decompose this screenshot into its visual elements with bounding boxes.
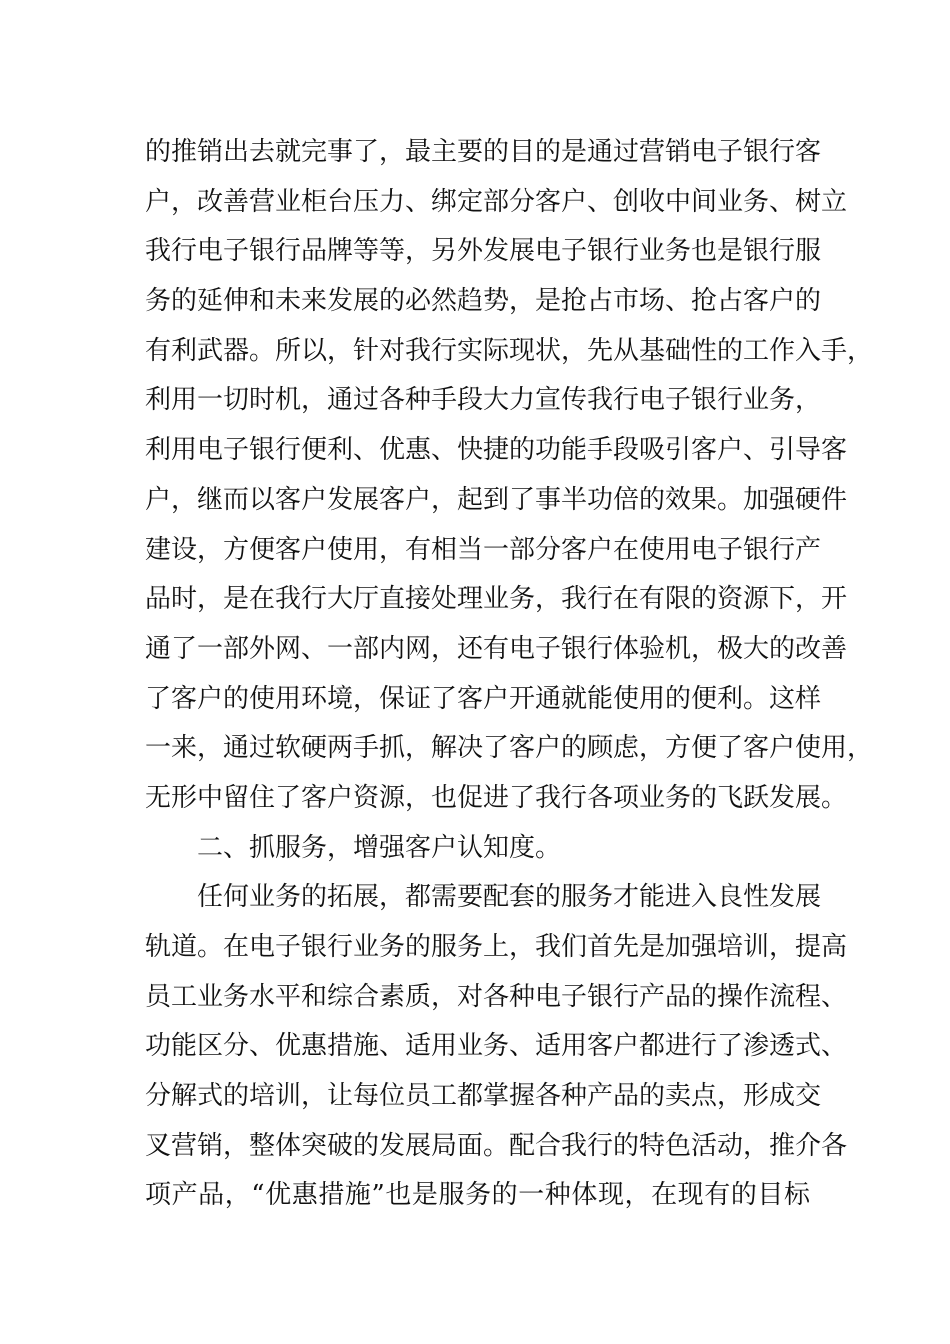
text-line-16: 任何业务的拓展，都需要配套的服务才能进入良性发展 (197, 882, 822, 913)
text-line-9: 建设，方便客户使用，有相当一部分客户在使用电子银行产 (145, 534, 822, 565)
text-line-7: 利用电子银行便利、优惠、快捷的功能手段吸引客户、引导客 (145, 435, 848, 466)
text-line-22: 项产品，“优惠措施”也是服务的一种体现，在现有的目标 (145, 1180, 810, 1211)
text-line-11: 通了一部外网、一部内网，还有电子银行体验机，极大的改善 (145, 633, 848, 664)
text-line-3: 我行电子银行品牌等等，另外发展电子银行业务也是银行服 (145, 236, 822, 267)
text-line-2: 户，改善营业柜台压力、绑定部分客户、创收中间业务、树立 (145, 186, 848, 217)
text-line-1: 的推销出去就完事了，最主要的目的是通过营销电子银行客 (145, 137, 822, 167)
text-line-5: 有利武器。所以，针对我行实际现状，先从基础性的工作入手， (145, 335, 874, 366)
text-line-8: 户，继而以客户发展客户，起到了事半功倍的效果。加强硬件 (145, 484, 848, 515)
text-line-14: 无形中留住了客户资源，也促进了我行各项业务的飞跃发展。 (145, 782, 848, 813)
text-line-4: 务的延伸和未来发展的必然趋势，是抢占市场、抢占客户的 (145, 286, 822, 317)
text-line-17: 轨道。在电子银行业务的服务上，我们首先是加强培训，提高 (145, 932, 848, 962)
text-line-6: 利用一切时机，通过各种手段大力宣传我行电子银行业务， (145, 385, 822, 416)
text-line-12: 了客户的使用环境，保证了客户开通就能使用的便利。这样 (145, 683, 822, 714)
text-line-18: 员工业务水平和综合素质，对各种电子银行产品的操作流程、 (145, 981, 848, 1012)
text-line-19: 功能区分、优惠措施、适用业务、适用客户都进行了渗透式、 (145, 1031, 848, 1062)
document-body (145, 128, 874, 1221)
text-line-10: 品时，是在我行大厅直接处理业务，我行在有限的资源下，开 (145, 584, 848, 615)
text-line-20: 分解式的培训，让每位员工都掌握各种产品的卖点，形成交 (145, 1081, 822, 1112)
text-line-13: 一来，通过软硬两手抓，解决了客户的顾虑，方便了客户使用， (145, 733, 874, 764)
text-line-21: 叉营销，整体突破的发展局面。配合我行的特色活动，推介各 (145, 1130, 848, 1161)
section-heading: 二、抓服务，增强客户认知度。 (197, 832, 562, 863)
